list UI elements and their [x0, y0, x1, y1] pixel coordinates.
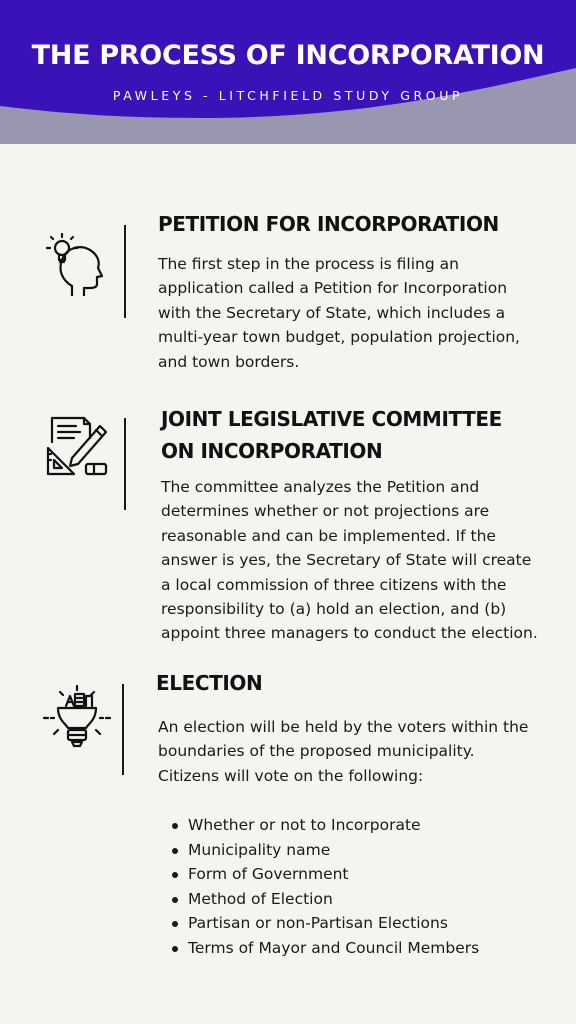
- vote-items-list: [158, 813, 479, 960]
- section-title: PETITION FOR INCORPORATION: [158, 212, 499, 236]
- document-pencil-ruler-icon: [42, 412, 112, 482]
- list-item: Whether or not to Incorporate: [158, 813, 479, 838]
- page-subtitle: PAWLEYS - LITCHFIELD STUDY GROUP: [112, 88, 464, 103]
- section-body: An election will be held by the voters within the boundaries of the proposed municipality. Citizens will vote on the following:: [158, 718, 529, 785]
- list-item: Terms of Mayor and Council Members: [158, 936, 479, 961]
- header-banner: [0, 0, 576, 144]
- header-background: [0, 0, 576, 144]
- section-divider-line: [124, 418, 126, 510]
- list-item: Partisan or non-Partisan Elections: [158, 911, 479, 936]
- section-divider-line: [124, 225, 126, 318]
- list-item: Method of Election: [158, 887, 479, 912]
- lightbulb-head-icon: [42, 226, 112, 296]
- section-body: The first step in the process is filing an application called a Petition for Incorporation with the Secretary of State, which includes a multi-year town budget, population projection, and town borders.: [158, 255, 520, 371]
- section-title: JOINT LEGISLATIVE COMMITTEE ON INCORPORATION: [161, 407, 502, 463]
- section-body: The committee analyzes the Petition and determines whether or not projections are reasonable and can be implemented. If the answer is yes, the Secretary of State will create a local commission of three citizens with the responsibility to (a) hold an election, and (b) appoint three managers to conduct the election.: [161, 478, 538, 643]
- page-title: THE PROCESS OF INCORPORATION: [31, 40, 545, 71]
- lightbulb-ideas-icon: [42, 682, 112, 752]
- section-title: ELECTION: [156, 671, 263, 695]
- list-item: Form of Government: [158, 862, 479, 887]
- list-item: Municipality name: [158, 838, 479, 863]
- section-divider-line: [122, 684, 124, 775]
